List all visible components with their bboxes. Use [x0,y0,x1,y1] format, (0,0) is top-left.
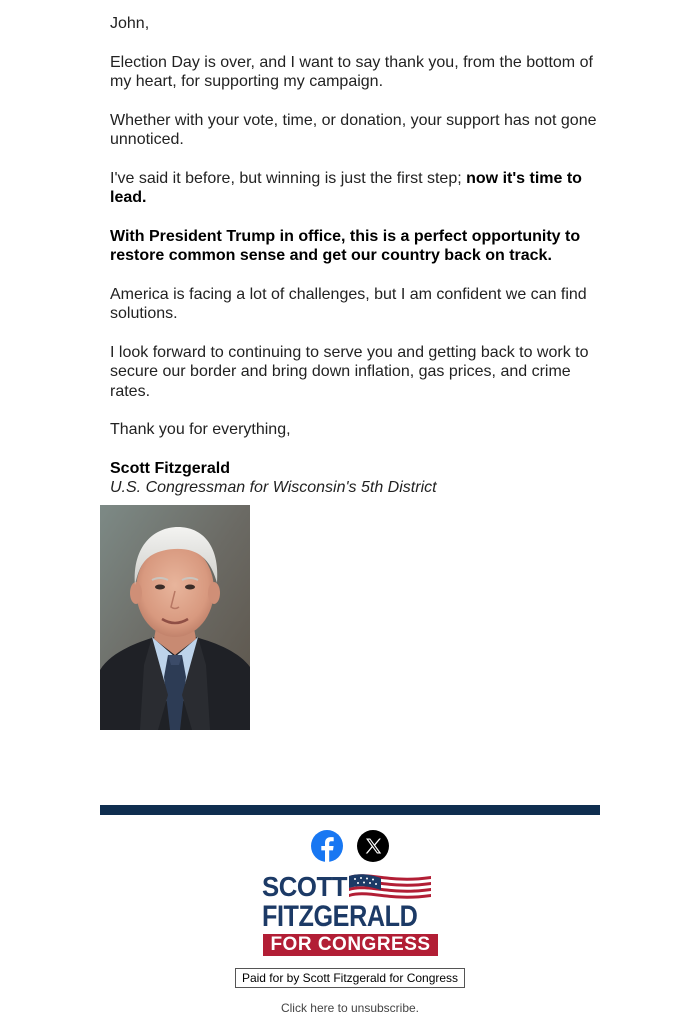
signature [110,459,600,498]
paragraph-challenges: America is facing a lot of challenges, but I am confident we can find solutions. [110,285,587,322]
signature-name: Scott Fitzgerald [110,459,231,477]
candidate-photo [100,505,250,730]
paragraph-first-step-lead: I've said it before, but winning is just the first step; [110,169,467,187]
social-links [0,830,700,862]
facebook-icon [311,830,343,862]
logo-line-scott: SCOTT [262,871,347,902]
unsubscribe-row [0,1001,700,1015]
paid-for-text: Paid for by Scott Fitzgerald for Congress [235,968,465,988]
facebook-link[interactable] [311,830,343,862]
paragraph-first-step [110,169,600,208]
paragraph-serve: I look forward to continuing to serve you and getting back to work to secure our border and bring down inflation, gas prices, and crime rates. [110,343,589,400]
closing: Thank you for everything, [110,421,291,438]
paid-for-disclaimer [0,968,700,988]
x-link[interactable] [357,830,389,862]
paragraph-thanks: Election Day is over, and I want to say thank you, from the bottom of my heart, for supporting my campaign. [110,53,593,90]
paragraph-trump-bold: With President Trump in office, this is a perfect opportunity to restore common sense and get our country back on track. [110,227,581,264]
paragraph-trump [110,227,600,266]
email-body [110,14,600,517]
paragraph-support: Whether with your vote, time, or donation, your support has not gone unnoticed. [110,111,597,148]
logo-line-fitzgerald: FITZGERALD [262,900,418,933]
signature-title: U.S. Congressman for Wisconsin's 5th District [110,479,437,496]
american-flag-icon [349,872,431,902]
unsubscribe-link[interactable]: Click here to unsubscribe. [280,1001,420,1015]
x-icon [357,830,389,862]
paragraph-first-step-bold: now it's time to lead. [110,169,582,206]
logo-banner-for-congress: FOR CONGRESS [263,934,438,956]
greeting: John, [110,15,150,32]
footer-divider [100,805,600,815]
campaign-logo [262,870,440,958]
